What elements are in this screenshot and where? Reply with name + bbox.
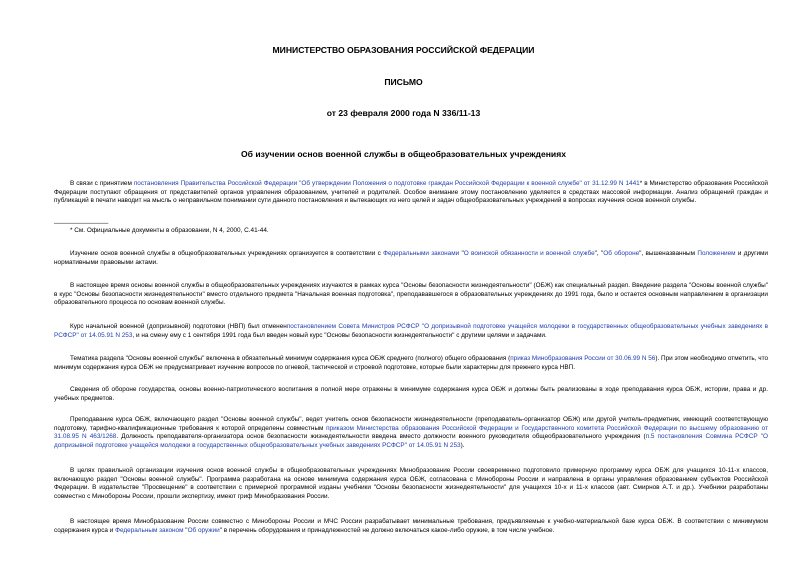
link-rsfsr-decree-253[interactable]: постановлением Совета Министров РСФСР "О допризывной подготовке учащейся молодежи в государственных общеобразовательных учебных заведениях в РСФСР" от 14.05.91 N 253 xyxy=(54,323,769,339)
text: . Должность преподавателя-организатора основ безопасности жизнедеятельности введена вместо должности военного руководителя общеобразовательного учреждения ( xyxy=(116,433,646,441)
text: ). При этом необходимо отметить, что минимум содержания курса ОБЖ не предусматривает изучение вопросов по огневой, тактической и строевой подготовке, которые были характерны для прежнего курса НВП. xyxy=(54,355,768,371)
text: В настоящее время Минобразование России совместно с Минобороны России и МЧС России разрабатывает минимальные требования, предъявляемые к учебно-материальной базе курса ОБЖ. В соответствии с минимумом содержания курса и xyxy=(54,518,768,534)
link-government-decree-1441[interactable]: постановления Правительства Российской Федерации "Об утверждении Положения о подготовке граждан Российской Федерации к военной службе" от 31.12.99 N 1441 xyxy=(133,180,640,187)
text: , и на смену ему с 1 сентября 1991 года был введен новый курс "Основы безопасности жизнедеятельности" с другими целями и задачами. xyxy=(132,331,547,339)
paragraph-6: Сведения об обороне государства, основы военно-патриотического воспитания в полной мере отражены в минимуме содержания курса ОБЖ и должны быть реализованы в ходе преподавания курса ОБЖ, истории, права и др. учебных предметов. xyxy=(54,386,768,402)
footnote-separator: ──────────── xyxy=(54,220,109,227)
footnote: * См. Официальные документы в образовании, N 4, 2000, С.41-44. xyxy=(70,227,269,234)
link-law-military-duty[interactable]: О воинской обязанности и военной службе xyxy=(463,250,595,257)
text: ", " xyxy=(594,250,604,257)
text: ", вышеназванным xyxy=(639,250,698,257)
link-law-defense[interactable]: Об обороне xyxy=(603,250,640,257)
text: и другими нормативными правовыми актами. xyxy=(54,250,768,266)
text: " в перечень оборудования и принадлежностей не должно включаться какое-либо оружие, в том числе учебное. xyxy=(219,526,555,534)
paragraph-2 xyxy=(54,250,768,267)
document-subject-title: Об изучении основ военной службы в общеобразовательных учреждениях xyxy=(241,149,566,159)
link-order-56[interactable]: приказ Минобразования России от 30.06.99 N 56 xyxy=(510,355,656,362)
link-order-463-1268[interactable]: приказом Министерства образования Российской Федерации и Государственного комитета Российской Федерации по высшему образованию от 31.08.95 N 463/1268 xyxy=(54,424,769,441)
text: Преподавание курса ОБЖ, включающего раздел "Основы военной службы", ведет учитель основ безопасности жизнедеятельности (преподаватель-организатор ОБЖ) или другой учитель-предметник, имеющий соответствующую подготовку, тарифно-квалификационные требования к которой определены совместным xyxy=(54,416,768,432)
paragraph-8: В целях правильной организации изучения основ военной службы в общеобразовательных учреждениях Минобразование России своевременно подготовило примерную программу курса ОБЖ для учащихся 10-11-х классов, включающую раздел "Основы военной службы". Программа разработана на основе минимума содержания курса ОБЖ, согласована с Минобороны России и направлена в органы управления образованием субъектов Российской Федерации. В издательстве "Просвещение" в соответствии с примерной программой изданы учебники "Основы безопасности жизнедеятельности" для учащихся 10-х и 11-х классов (авт. Смирнов А.Т. и др.). Учебники разработаны совместно с Минобороны России, прошли экспертизу, имеют гриф Минобразования России. xyxy=(54,467,768,501)
link-sovmin-decree-p5[interactable]: п.5 постановления Совмина РСФСР "О допризывной подготовке учащейся молодежи в государственных общеобразовательных учебных заведениях РСФСР" от 14.05.91 N 253 xyxy=(54,433,768,450)
document-type-heading: ПИСЬМО xyxy=(384,77,423,87)
paragraph-4 xyxy=(54,323,768,340)
paragraph-9 xyxy=(54,518,768,535)
document-date-number: от 23 февраля 2000 года N 336/11-13 xyxy=(326,108,481,118)
ministry-heading: МИНИСТЕРСТВО ОБРАЗОВАНИЯ РОССИЙСКОЙ ФЕДЕРАЦИИ xyxy=(272,45,535,55)
text: ). xyxy=(460,442,465,450)
link-federal-law[interactable]: Федеральным законом xyxy=(115,526,184,534)
paragraph-7 xyxy=(54,416,768,451)
text: В связи с принятием xyxy=(70,180,134,187)
text: " xyxy=(183,526,188,534)
text: Курс начальной военной (допризывной) подготовки (НВП) был отменен xyxy=(70,323,287,330)
text: " xyxy=(459,250,464,257)
paragraph-5 xyxy=(54,355,768,372)
link-law-weapons[interactable]: Об оружии xyxy=(187,526,220,534)
paragraph-1 xyxy=(54,180,768,206)
link-regulation[interactable]: Положением xyxy=(697,250,736,257)
link-federal-laws[interactable]: Федеральными законами xyxy=(383,250,460,257)
text: Тематика раздела "Основы военной службы" включена в обязательный минимум содержания курса ОБЖ среднего (полного) общего образования ( xyxy=(70,355,511,362)
text: * в Министерство образования Российской Федерации поступают обращения от представителей органов управления образованием, учителей и родителей. Особое внимание этому постановлению уделяется в средствах массовой информации. Анализ обращений граждан и публикаций в печати наводит на мысль о неправильном понимании сути данного постановления и вытекающих из него целей и задач общеобразовательных учреждений в вопросах изучения основ военной службы. xyxy=(54,180,768,205)
paragraph-3: В настоящее время основы военной службы в общеобразовательных учреждениях изучаются в рамках курса "Основы безопасности жизнедеятельности" (ОБЖ) как специальный раздел. Введение раздела "Основы военной службы" в курс "Основы безопасности жизнедеятельности" вместо отдельного предмета "Начальная военная подготовка", преподававшегося в образовательных учреждениях до 1991 года, было и остается основным направлением в организации образовательного процесса по основам военной службы. xyxy=(54,282,768,307)
text: Изучение основ военной службы в общеобразовательных учреждениях организуется в соответствии с xyxy=(70,250,384,257)
